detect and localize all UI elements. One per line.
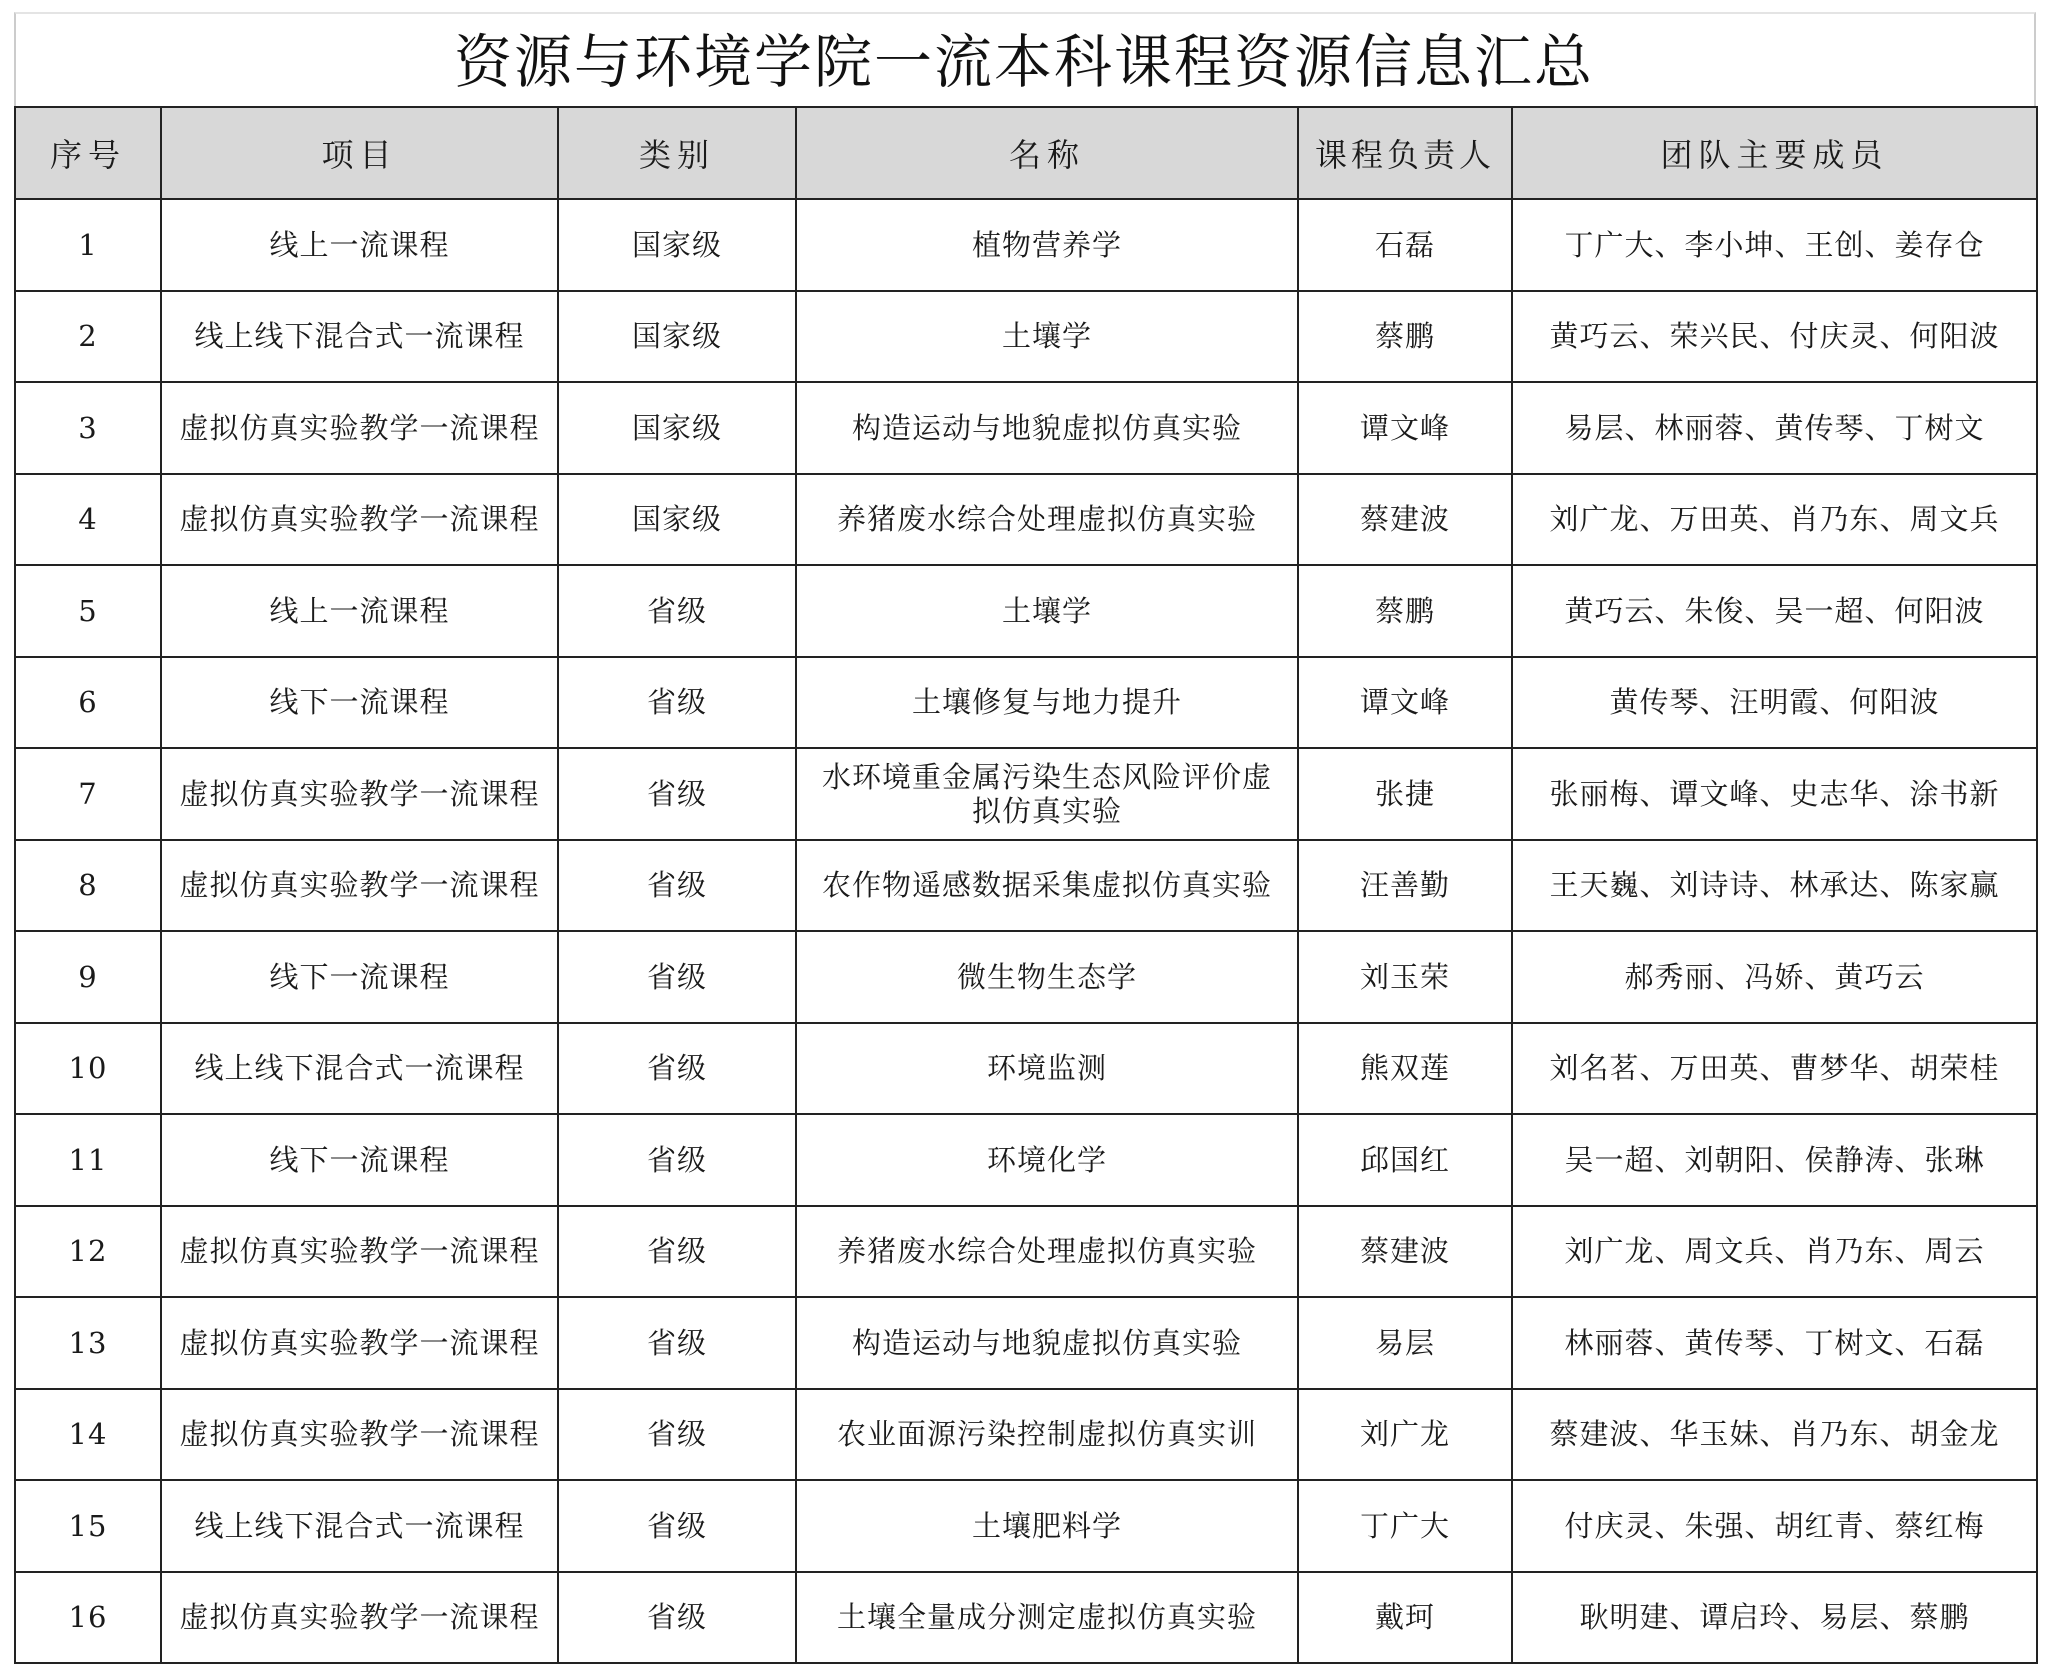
- cell-leader: 刘广龙: [1298, 1389, 1512, 1481]
- cell-no: 16: [15, 1572, 161, 1664]
- table-row: [15, 291, 2037, 383]
- cell-project: 线下一流课程: [161, 1114, 558, 1206]
- cell-leader: 谭文峰: [1298, 657, 1512, 749]
- cell-no: 7: [15, 748, 161, 840]
- cell-members: 吴一超、刘朝阳、侯静涛、张琳: [1512, 1114, 2037, 1206]
- cell-members: 林丽蓉、黄传琴、丁树文、石磊: [1512, 1297, 2037, 1389]
- cell-name: 植物营养学: [796, 199, 1298, 291]
- cell-category: 省级: [558, 657, 796, 749]
- cell-leader: 张捷: [1298, 748, 1512, 840]
- cell-members: 黄传琴、汪明霞、何阳波: [1512, 657, 2037, 749]
- header-no: 序号: [15, 107, 161, 199]
- cell-project: 虚拟仿真实验教学一流课程: [161, 474, 558, 566]
- cell-name: 微生物生态学: [796, 931, 1298, 1023]
- cell-members: 付庆灵、朱强、胡红青、蔡红梅: [1512, 1480, 2037, 1572]
- cell-leader: 丁广大: [1298, 1480, 1512, 1572]
- cell-members: 刘广龙、周文兵、肖乃东、周云: [1512, 1206, 2037, 1298]
- cell-project: 虚拟仿真实验教学一流课程: [161, 1206, 558, 1298]
- cell-project: 线上线下混合式一流课程: [161, 1480, 558, 1572]
- table-row: [15, 565, 2037, 657]
- table-row: [15, 474, 2037, 566]
- cell-project: 线上一流课程: [161, 199, 558, 291]
- table-row: [15, 1206, 2037, 1298]
- cell-category: 省级: [558, 565, 796, 657]
- table-row: [15, 657, 2037, 749]
- header-project: 项目: [161, 107, 558, 199]
- cell-name: 养猪废水综合处理虚拟仿真实验: [796, 474, 1298, 566]
- table-row: [15, 1572, 2037, 1664]
- cell-leader: 谭文峰: [1298, 382, 1512, 474]
- cell-project: 线上一流课程: [161, 565, 558, 657]
- cell-no: 5: [15, 565, 161, 657]
- cell-no: 1: [15, 199, 161, 291]
- table-row: [15, 199, 2037, 291]
- cell-category: 省级: [558, 1389, 796, 1481]
- cell-no: 2: [15, 291, 161, 383]
- table-row: [15, 382, 2037, 474]
- cell-members: 黄巧云、荣兴民、付庆灵、何阳波: [1512, 291, 2037, 383]
- cell-name: 土壤学: [796, 565, 1298, 657]
- table-row: [15, 1297, 2037, 1389]
- table-row: [15, 1023, 2037, 1115]
- table-header-row: [15, 107, 2037, 199]
- header-members: 团队主要成员: [1512, 107, 2037, 199]
- cell-category: 省级: [558, 1297, 796, 1389]
- cell-no: 3: [15, 382, 161, 474]
- table-row: [15, 931, 2037, 1023]
- cell-category: 国家级: [558, 382, 796, 474]
- cell-members: 黄巧云、朱俊、吴一超、何阳波: [1512, 565, 2037, 657]
- cell-leader: 蔡建波: [1298, 1206, 1512, 1298]
- cell-leader: 易层: [1298, 1297, 1512, 1389]
- cell-no: 9: [15, 931, 161, 1023]
- cell-category: 省级: [558, 931, 796, 1023]
- table-row: [15, 1114, 2037, 1206]
- header-name: 名称: [796, 107, 1298, 199]
- cell-name: 环境化学: [796, 1114, 1298, 1206]
- cell-members: 刘广龙、万田英、肖乃东、周文兵: [1512, 474, 2037, 566]
- cell-project: 线下一流课程: [161, 931, 558, 1023]
- header-category: 类别: [558, 107, 796, 199]
- page-title: 资源与环境学院一流本科课程资源信息汇总: [453, 28, 1594, 96]
- cell-leader: 蔡鹏: [1298, 565, 1512, 657]
- cell-project: 虚拟仿真实验教学一流课程: [161, 840, 558, 932]
- cell-no: 8: [15, 840, 161, 932]
- cell-members: 郝秀丽、冯娇、黄巧云: [1512, 931, 2037, 1023]
- cell-category: 省级: [558, 1114, 796, 1206]
- cell-leader: 汪善勤: [1298, 840, 1512, 932]
- header-leader: 课程负责人: [1298, 107, 1512, 199]
- cell-no: 13: [15, 1297, 161, 1389]
- cell-no: 4: [15, 474, 161, 566]
- course-table-frame: [14, 106, 2036, 1668]
- table-row: [15, 1480, 2037, 1572]
- cell-name: 土壤修复与地力提升: [796, 657, 1298, 749]
- cell-members: 蔡建波、华玉妹、肖乃东、胡金龙: [1512, 1389, 2037, 1481]
- cell-no: 10: [15, 1023, 161, 1115]
- cell-members: 丁广大、李小坤、王创、姜存仓: [1512, 199, 2037, 291]
- cell-name: 土壤学: [796, 291, 1298, 383]
- cell-name: 构造运动与地貌虚拟仿真实验: [796, 382, 1298, 474]
- cell-name: 农作物遥感数据采集虚拟仿真实验: [796, 840, 1298, 932]
- cell-name: 环境监测: [796, 1023, 1298, 1115]
- cell-project: 线下一流课程: [161, 657, 558, 749]
- cell-members: 易层、林丽蓉、黄传琴、丁树文: [1512, 382, 2037, 474]
- cell-no: 14: [15, 1389, 161, 1481]
- cell-category: 国家级: [558, 291, 796, 383]
- course-table: [14, 106, 2038, 1664]
- cell-members: 刘名茗、万田英、曹梦华、胡荣桂: [1512, 1023, 2037, 1115]
- cell-leader: 刘玉荣: [1298, 931, 1512, 1023]
- cell-no: 12: [15, 1206, 161, 1298]
- cell-category: 省级: [558, 1572, 796, 1664]
- table-row: [15, 748, 2037, 840]
- cell-project: 线上线下混合式一流课程: [161, 291, 558, 383]
- cell-leader: 戴珂: [1298, 1572, 1512, 1664]
- cell-name: 水环境重金属污染生态风险评价虚拟仿真实验: [796, 748, 1298, 840]
- cell-members: 耿明建、谭启玲、易层、蔡鹏: [1512, 1572, 2037, 1664]
- cell-members: 王天巍、刘诗诗、林承达、陈家赢: [1512, 840, 2037, 932]
- cell-project: 虚拟仿真实验教学一流课程: [161, 1297, 558, 1389]
- table-row: [15, 840, 2037, 932]
- cell-no: 6: [15, 657, 161, 749]
- cell-project: 虚拟仿真实验教学一流课程: [161, 1572, 558, 1664]
- cell-name: 构造运动与地貌虚拟仿真实验: [796, 1297, 1298, 1389]
- cell-leader: 蔡建波: [1298, 474, 1512, 566]
- cell-project: 虚拟仿真实验教学一流课程: [161, 748, 558, 840]
- cell-project: 线上线下混合式一流课程: [161, 1023, 558, 1115]
- table-row: [15, 1389, 2037, 1481]
- cell-leader: 熊双莲: [1298, 1023, 1512, 1115]
- cell-leader: 蔡鹏: [1298, 291, 1512, 383]
- cell-name: 农业面源污染控制虚拟仿真实训: [796, 1389, 1298, 1481]
- cell-category: 省级: [558, 840, 796, 932]
- cell-members: 张丽梅、谭文峰、史志华、涂书新: [1512, 748, 2037, 840]
- cell-category: 省级: [558, 748, 796, 840]
- cell-category: 省级: [558, 1480, 796, 1572]
- cell-name: 养猪废水综合处理虚拟仿真实验: [796, 1206, 1298, 1298]
- cell-no: 11: [15, 1114, 161, 1206]
- cell-leader: 邱国红: [1298, 1114, 1512, 1206]
- cell-no: 15: [15, 1480, 161, 1572]
- cell-category: 国家级: [558, 474, 796, 566]
- cell-project: 虚拟仿真实验教学一流课程: [161, 382, 558, 474]
- cell-name: 土壤肥料学: [796, 1480, 1298, 1572]
- cell-leader: 石磊: [1298, 199, 1512, 291]
- cell-name: 土壤全量成分测定虚拟仿真实验: [796, 1572, 1298, 1664]
- cell-category: 省级: [558, 1023, 796, 1115]
- cell-category: 省级: [558, 1206, 796, 1298]
- cell-project: 虚拟仿真实验教学一流课程: [161, 1389, 558, 1481]
- cell-category: 国家级: [558, 199, 796, 291]
